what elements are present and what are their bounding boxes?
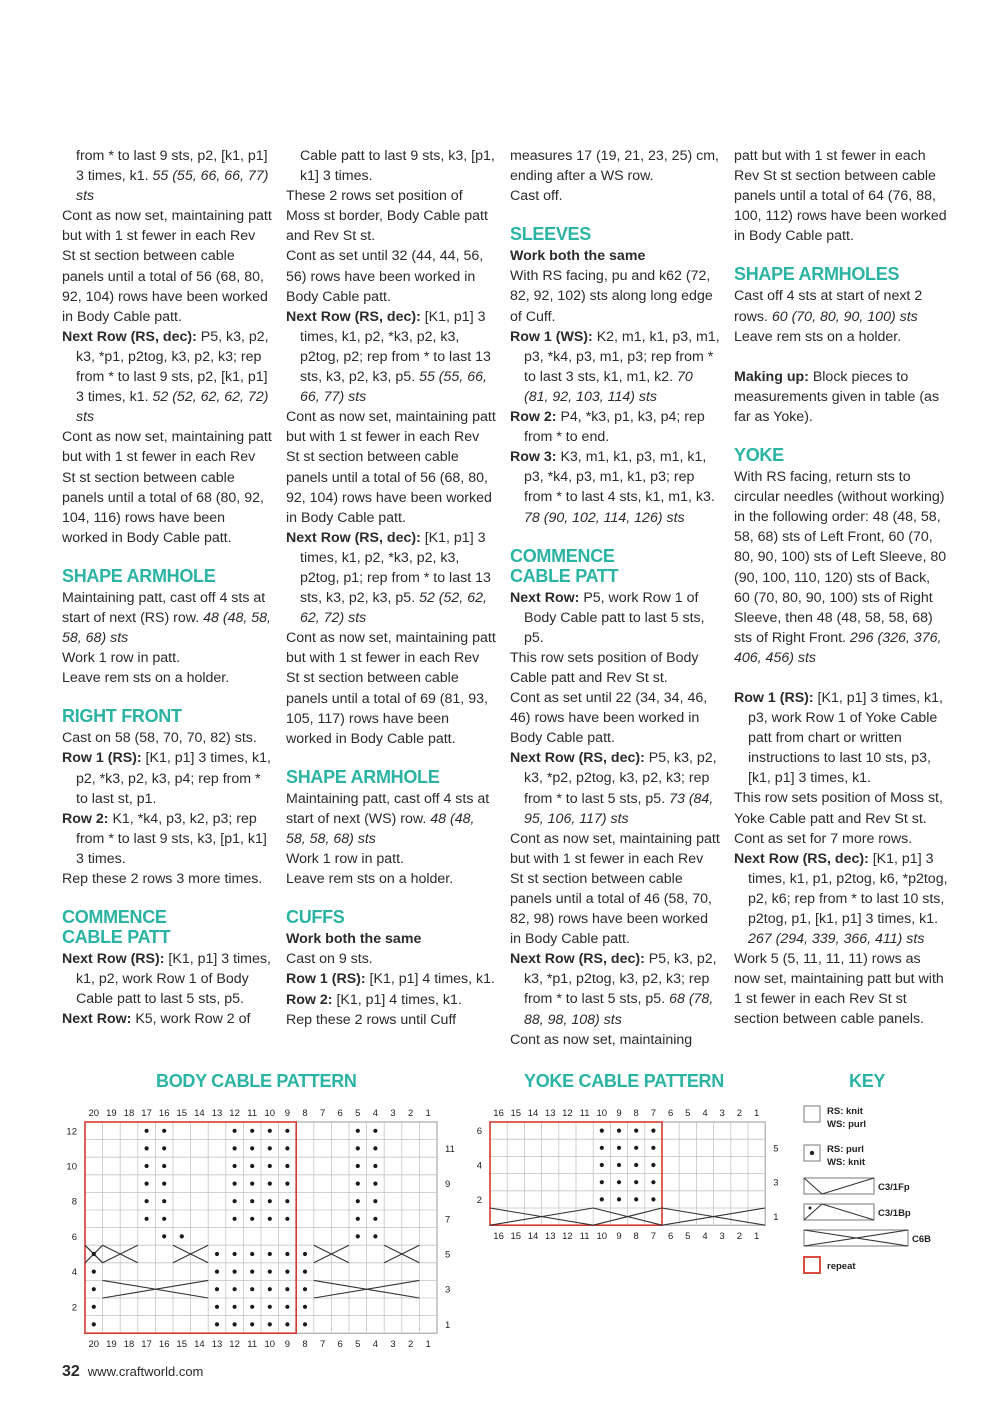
col-number: 16 bbox=[493, 1108, 504, 1119]
purl-dot bbox=[162, 1234, 166, 1238]
col-number: 13 bbox=[211, 1108, 223, 1119]
section-heading: CUFFS bbox=[286, 907, 345, 928]
purl-dot bbox=[215, 1322, 219, 1326]
paragraph: Maintaining patt, cast off 4 sts at start of next (WS) row. 48 (48, 58, 58, 68) sts bbox=[286, 790, 490, 847]
col-number: 18 bbox=[123, 1108, 135, 1119]
row-label: 2 bbox=[476, 1194, 482, 1206]
row-label: 1 bbox=[445, 1319, 451, 1331]
col-number: 17 bbox=[141, 1108, 152, 1119]
col-number: 2 bbox=[736, 1108, 743, 1119]
col-number: 3 bbox=[390, 1339, 396, 1350]
col-number: 15 bbox=[176, 1108, 188, 1119]
instruction-row: Next Row (RS): [K1, p1] 3 times, k1, p2, work Row 1 of Body Cable patt to last 5 sts, p5. bbox=[62, 951, 271, 1008]
purl-dot bbox=[215, 1270, 219, 1274]
purl-dot bbox=[634, 1146, 638, 1150]
purl-dot bbox=[92, 1305, 96, 1309]
paragraph: Rep these 2 rows 3 more times. bbox=[62, 871, 263, 887]
purl-dot bbox=[250, 1322, 254, 1326]
purl-dot bbox=[600, 1197, 604, 1201]
purl-dot bbox=[373, 1164, 377, 1168]
col-number: 20 bbox=[88, 1339, 100, 1350]
website-url: www.craftworld.com bbox=[87, 1364, 204, 1379]
paragraph: Cast on 9 sts. bbox=[286, 951, 373, 968]
purl-dot bbox=[600, 1163, 604, 1167]
purl-dot bbox=[356, 1234, 360, 1238]
purl-dot bbox=[268, 1182, 272, 1186]
purl-dot bbox=[634, 1163, 638, 1167]
col-number: 19 bbox=[106, 1339, 117, 1350]
key-purl-label: RS: purl WS: knit bbox=[827, 1144, 865, 1168]
row-label: 2 bbox=[71, 1302, 77, 1314]
paragraph: Making up: Block pieces to measurements given in table (as far as Yoke). bbox=[734, 368, 940, 425]
repeat-symbol bbox=[804, 1257, 820, 1273]
paragraph: With RS facing, return sts to circular needles (without working) in the following order: 48 (48, 58, 58, 68) sts of Left Front, 60 (70, 80, 90, 100) sts of Left Sleeve, 80 (90, 100, 110, 120) sts of Back, 60 (70, 80, 90, 100) sts of Right Sleeve, then 48 (48, 58, 58, 68) sts of Right Front. 296 (326, 376, 406, 456) sts bbox=[734, 469, 947, 666]
col-number: 18 bbox=[123, 1339, 135, 1350]
purl-dot bbox=[356, 1199, 360, 1203]
col-number: 5 bbox=[685, 1231, 691, 1243]
col-number: 9 bbox=[616, 1108, 622, 1119]
purl-dot bbox=[651, 1129, 655, 1133]
col-number: 3 bbox=[719, 1231, 725, 1243]
paragraph: Maintaining patt, cast off 4 sts at start of next (RS) row. 48 (48, 58, 58, 68) sts bbox=[62, 589, 271, 647]
col-number: 6 bbox=[667, 1231, 674, 1243]
purl-dot bbox=[233, 1217, 237, 1221]
purl-dot bbox=[617, 1163, 621, 1167]
row-label: 10 bbox=[66, 1161, 77, 1173]
purl-dot bbox=[233, 1287, 237, 1291]
col-number: 4 bbox=[702, 1231, 708, 1243]
col-number: 5 bbox=[355, 1108, 361, 1119]
purl-dot bbox=[634, 1180, 638, 1184]
purl-dot bbox=[285, 1252, 289, 1256]
row-label: 1 bbox=[773, 1212, 779, 1224]
purl-dot bbox=[634, 1129, 638, 1133]
col-number: 10 bbox=[596, 1108, 608, 1119]
col-number: 12 bbox=[229, 1339, 240, 1350]
instruction-row: Row 2: [K1, p1] 4 times, k1. bbox=[286, 991, 462, 1008]
paragraph: Rep these 2 rows until Cuff bbox=[286, 1011, 457, 1028]
col-number: 16 bbox=[158, 1108, 170, 1119]
col-number: 16 bbox=[493, 1231, 504, 1243]
purl-dot bbox=[617, 1129, 621, 1133]
purl-dot bbox=[250, 1287, 254, 1291]
subheading: Work both the same bbox=[286, 931, 422, 948]
instruction-row: Next Row (RS, dec): P5, k3, p2, k3, *p2, p2tog, k3, p2, k3; rep from * to last 5 sts, p5. 73 (84, 95, 106, 117) sts bbox=[510, 750, 717, 827]
col-number: 10 bbox=[264, 1108, 276, 1119]
purl-dot bbox=[233, 1164, 237, 1168]
purl-dot bbox=[162, 1182, 166, 1186]
col-number: 9 bbox=[616, 1231, 622, 1243]
col-number: 8 bbox=[633, 1231, 639, 1243]
section-heading: SLEEVES bbox=[510, 224, 591, 245]
c3-1bp-symbol bbox=[804, 1204, 874, 1220]
row-label: 11 bbox=[445, 1143, 455, 1155]
purl-dot bbox=[600, 1180, 604, 1184]
col-number: 15 bbox=[176, 1339, 188, 1350]
purl-dot bbox=[356, 1217, 360, 1221]
col-number: 19 bbox=[106, 1108, 117, 1119]
instruction-row: Next Row: P5, work Row 1 of Body Cable patt to last 5 sts, p5. bbox=[510, 589, 705, 646]
col-number: 13 bbox=[544, 1108, 556, 1119]
purl-dot bbox=[356, 1182, 360, 1186]
col-number: 14 bbox=[527, 1108, 539, 1119]
col-number: 14 bbox=[194, 1108, 205, 1119]
col-number: 11 bbox=[247, 1108, 258, 1119]
instruction-row: Row 1 (RS): [K1, p1] 3 times, k1, p3, work Row 1 of Yoke Cable patt from chart or written instructions to last 10 sts, p3, [k1, p1] 3 times, k1. bbox=[734, 689, 943, 787]
section-heading: SHAPE ARMHOLE bbox=[62, 565, 216, 586]
col-number: 12 bbox=[229, 1108, 240, 1119]
yoke-chart-title: YOKE CABLE PATTERN bbox=[524, 1071, 724, 1091]
purl-dot bbox=[162, 1164, 166, 1168]
purl-dot bbox=[162, 1129, 166, 1133]
col-number: 9 bbox=[284, 1108, 291, 1119]
paragraph: Work 1 row in patt. bbox=[62, 650, 181, 667]
purl-dot bbox=[180, 1234, 184, 1238]
purl-dot bbox=[373, 1234, 377, 1238]
paragraph: patt but with 1 st fewer in each Rev St st section between cable panels until a total of 64 (76, 88, 100, 112) rows have been worked in Body Cable patt. bbox=[734, 148, 947, 245]
purl-dot bbox=[600, 1146, 604, 1150]
purl-dot bbox=[651, 1197, 655, 1201]
col-number: 3 bbox=[390, 1108, 396, 1119]
purl-dot bbox=[233, 1182, 237, 1186]
instruction-row: Row 3: K3, m1, k1, p3, m1, k1, p3, *k4, p3, m1, k1, p3; rep from * to last 4 sts, k1, m1, k3. 78 (90, 102, 114, 126) sts bbox=[510, 449, 715, 526]
purl-dot bbox=[373, 1182, 377, 1186]
purl-dot bbox=[303, 1252, 307, 1256]
col-number: 10 bbox=[596, 1231, 608, 1243]
paragraph: Work 5 (5, 11, 11, 11) rows as now set, maintaining patt but with 1 st fewer in each Rev St st section between cable panels. bbox=[734, 951, 944, 1028]
body-cable-chart bbox=[60, 1098, 480, 1350]
text-column-4 bbox=[734, 146, 949, 1030]
purl-dot bbox=[145, 1182, 149, 1186]
instruction-row: Next Row (RS, dec): [K1, p1] 3 times, k1, p1, p2tog, k6, *p2tog, p2, k6; rep from * to last 10 sts, p2tog, p1, [k1, p1] 3 times, k1. 267 (294, 339, 366, 411) sts bbox=[734, 850, 948, 948]
col-number: 1 bbox=[753, 1231, 760, 1243]
col-number: 5 bbox=[355, 1339, 361, 1350]
section-heading: YOKE bbox=[734, 445, 784, 466]
section-heading: COMMENCE CABLE PATT bbox=[510, 545, 619, 586]
col-number: 11 bbox=[579, 1231, 590, 1243]
purl-dot bbox=[268, 1164, 272, 1168]
col-number: 15 bbox=[510, 1231, 522, 1243]
purl-dot bbox=[250, 1146, 254, 1150]
instruction-row: Next Row (RS, dec): P5, k3, p2, k3, *p1, p2tog, k3, p2, k3; rep from * to last 9 sts, p2, [k1, p1] 3 times, k1. 52 (52, 62, 62, 72) sts bbox=[62, 328, 269, 426]
purl-dot bbox=[617, 1146, 621, 1150]
paragraph: Cont as now set, maintaining patt but with 1 st fewer in each Rev St st section between cable panels until a total of 56 (68, 80, 92, 104) rows have been worked in Body Cable patt. bbox=[286, 409, 496, 526]
col-number: 8 bbox=[302, 1339, 308, 1350]
col-number: 6 bbox=[337, 1339, 343, 1350]
col-number: 16 bbox=[158, 1339, 170, 1350]
col-number: 6 bbox=[337, 1108, 343, 1119]
col-number: 10 bbox=[264, 1339, 276, 1350]
purl-dot bbox=[250, 1182, 254, 1186]
paragraph: Leave rem sts on a holder. bbox=[734, 328, 902, 345]
purl-dot bbox=[162, 1146, 166, 1150]
purl-dot bbox=[617, 1197, 621, 1201]
instruction-row: Next Row (RS, dec): [K1, p1] 3 times, k1, p2, *k3, p2, k3, p2tog, p1; rep from * to last 13 sts, k3, p2, k3, p5. 52 (52, 62, 62, 72) sts bbox=[286, 529, 491, 627]
subheading: Work both the same bbox=[510, 248, 646, 265]
purl-dot bbox=[268, 1129, 272, 1133]
purl-dot bbox=[268, 1252, 272, 1256]
col-number: 12 bbox=[562, 1231, 573, 1243]
section-heading: RIGHT FRONT bbox=[62, 706, 182, 727]
purl-dot bbox=[92, 1252, 96, 1256]
col-number: 6 bbox=[667, 1108, 674, 1119]
row-label: 9 bbox=[445, 1179, 451, 1191]
purl-dot bbox=[373, 1146, 377, 1150]
yoke-cable-chart bbox=[470, 1098, 800, 1248]
col-number: 1 bbox=[753, 1108, 760, 1119]
purl-dot bbox=[233, 1146, 237, 1150]
purl-dot bbox=[373, 1199, 377, 1203]
purl-dot bbox=[285, 1305, 289, 1309]
row-label: 5 bbox=[773, 1143, 779, 1155]
col-number: 3 bbox=[719, 1108, 725, 1119]
purl-dot bbox=[268, 1270, 272, 1274]
instruction-row: Row 2: K1, *k4, p3, k2, p3; rep from * to last 9 sts, k3, [p1, k1] 3 times. bbox=[62, 810, 267, 867]
purl-dot bbox=[250, 1305, 254, 1309]
purl-dot bbox=[285, 1287, 289, 1291]
purl-dot bbox=[651, 1180, 655, 1184]
row-label: 3 bbox=[773, 1177, 779, 1189]
c6b-symbol bbox=[804, 1230, 908, 1246]
col-number: 5 bbox=[685, 1108, 691, 1119]
purl-dot bbox=[92, 1270, 96, 1274]
knit-symbol bbox=[804, 1106, 820, 1122]
purl-dot bbox=[303, 1270, 307, 1274]
row-label: 5 bbox=[445, 1249, 451, 1261]
purl-dot bbox=[250, 1199, 254, 1203]
purl-dot bbox=[233, 1199, 237, 1203]
purl-dot bbox=[617, 1180, 621, 1184]
row-label: 8 bbox=[71, 1196, 77, 1208]
purl-dot bbox=[285, 1322, 289, 1326]
purl-dot bbox=[268, 1287, 272, 1291]
row-label: 4 bbox=[476, 1160, 482, 1172]
purl-dot bbox=[145, 1129, 149, 1133]
col-number: 13 bbox=[544, 1231, 556, 1243]
purl-dot bbox=[145, 1217, 149, 1221]
col-number: 20 bbox=[88, 1108, 100, 1119]
paragraph: Work 1 row in patt. bbox=[286, 851, 405, 868]
purl-dot bbox=[250, 1164, 254, 1168]
col-number: 7 bbox=[650, 1231, 657, 1243]
purl-dot bbox=[268, 1199, 272, 1203]
purl-dot bbox=[268, 1146, 272, 1150]
section-heading: COMMENCE CABLE PATT bbox=[62, 907, 171, 948]
purl-dot bbox=[92, 1287, 96, 1291]
key-c6b-label: C6B bbox=[912, 1234, 932, 1245]
col-number: 7 bbox=[319, 1108, 326, 1119]
key-repeat-label: repeat bbox=[827, 1261, 856, 1272]
purl-dot bbox=[651, 1146, 655, 1150]
text-column-1 bbox=[62, 146, 272, 1029]
purl-dot bbox=[215, 1305, 219, 1309]
paragraph: Cont as now set, maintaining patt but with 1 st fewer in each Rev St st section between cable panels until a total of 56 (68, 80, 92, 104) rows have been worked in Body Cable patt. bbox=[62, 208, 272, 325]
paragraph: Cont as set for 7 more rows. bbox=[734, 830, 913, 847]
col-number: 8 bbox=[302, 1108, 308, 1119]
col-number: 4 bbox=[372, 1339, 379, 1350]
paragraph: from * to last 9 sts, p2, [k1, p1] 3 times, k1. 55 (55, 66, 66, 77) sts bbox=[76, 148, 269, 205]
paragraph: This row sets position of Body Cable patt and Rev St st. bbox=[510, 649, 699, 686]
purl-dot bbox=[268, 1305, 272, 1309]
col-number: 1 bbox=[425, 1108, 431, 1119]
purl-dot bbox=[145, 1146, 149, 1150]
purl-dot-icon bbox=[810, 1151, 814, 1155]
purl-dot bbox=[233, 1322, 237, 1326]
purl-dot bbox=[233, 1252, 237, 1256]
page-footer bbox=[62, 1363, 203, 1381]
section-heading: SHAPE ARMHOLES bbox=[734, 264, 900, 285]
paragraph: Cast off. bbox=[510, 188, 563, 205]
row-label: 7 bbox=[445, 1214, 451, 1226]
row-label: 3 bbox=[445, 1284, 451, 1296]
paragraph: Cast off 4 sts at start of next 2 rows. 60 (70, 80, 90, 100) sts bbox=[734, 288, 923, 325]
row-label: 6 bbox=[476, 1126, 482, 1138]
purl-dot bbox=[233, 1129, 237, 1133]
purl-dot bbox=[92, 1322, 96, 1326]
purl-dot bbox=[233, 1305, 237, 1309]
paragraph: Cable patt to last 9 sts, k3, [p1, k1] 3 times. bbox=[300, 148, 495, 185]
purl-dot bbox=[651, 1163, 655, 1167]
row-label: 4 bbox=[71, 1267, 77, 1279]
body-chart-title: BODY CABLE PATTERN bbox=[156, 1071, 357, 1091]
purl-dot bbox=[285, 1270, 289, 1274]
col-number: 12 bbox=[562, 1108, 573, 1119]
col-number: 2 bbox=[407, 1339, 414, 1350]
col-number: 14 bbox=[194, 1339, 205, 1350]
col-number: 13 bbox=[211, 1339, 223, 1350]
col-number: 1 bbox=[425, 1339, 431, 1350]
purl-dot bbox=[373, 1217, 377, 1221]
purl-dot bbox=[303, 1287, 307, 1291]
paragraph: Cont as now set, maintaining patt but with 1 st fewer in each Rev St st section between cable panels until a total of 69 (81, 93, 105, 117) rows have been worked in Body Cable patt. bbox=[286, 630, 496, 747]
purl-dot bbox=[356, 1146, 360, 1150]
instruction-row: Next Row (RS, dec): P5, k3, p2, k3, *p1, p2tog, k3, p2, k3; rep from * to last 5 sts, p5. 68 (78, 88, 98, 108) sts bbox=[510, 951, 717, 1028]
purl-dot bbox=[373, 1129, 377, 1133]
purl-dot bbox=[268, 1217, 272, 1221]
col-number: 17 bbox=[141, 1339, 152, 1350]
instruction-row: Row 2: P4, *k3, p1, k3, p4; rep from * to end. bbox=[510, 409, 705, 446]
purl-dot bbox=[145, 1164, 149, 1168]
key-c3-1fp-label: C3/1Fp bbox=[878, 1182, 910, 1193]
section-heading: SHAPE ARMHOLE bbox=[286, 766, 440, 787]
col-number: 4 bbox=[372, 1108, 379, 1119]
instruction-row: Row 1 (RS): [K1, p1] 4 times, k1. bbox=[286, 971, 495, 988]
purl-dot bbox=[215, 1252, 219, 1256]
purl-dot bbox=[634, 1197, 638, 1201]
instruction-row: Row 1 (RS): [K1, p1] 3 times, k1, p2, *k3, p2, k3, p4; rep from * to last st, p1. bbox=[62, 750, 271, 807]
key-title: KEY bbox=[849, 1071, 886, 1091]
purl-dot bbox=[250, 1270, 254, 1274]
paragraph: These 2 rows set position of Moss st border, Body Cable patt and Rev St st. bbox=[286, 188, 488, 245]
purl-dot bbox=[356, 1164, 360, 1168]
purl-dot bbox=[285, 1182, 289, 1186]
instruction-row: Next Row: K5, work Row 2 of bbox=[62, 1011, 251, 1028]
row-label: 6 bbox=[71, 1231, 77, 1243]
purl-dot bbox=[285, 1217, 289, 1221]
text-column-3 bbox=[510, 146, 720, 1050]
purl-dot bbox=[250, 1252, 254, 1256]
instruction-row: Next Row (RS, dec): [K1, p1] 3 times, k1, p2, *k3, p2, k3, p2tog, p2; rep from * to last 13 sts, k3, p2, k3, p5. 55 (55, 66, 66, 77) sts bbox=[286, 308, 491, 406]
paragraph: measures 17 (19, 21, 23, 25) cm, ending after a WS row. bbox=[510, 148, 719, 185]
paragraph: With RS facing, pu and k62 (72, 82, 92, 102) sts along long edge of Cuff. bbox=[510, 268, 713, 325]
instruction-row: Row 1 (WS): K2, m1, k1, p3, m1, p3, *k4, p3, m1, p3; rep from * to last 3 sts, k1, m1, k2. 70 (81, 92, 103, 114) sts bbox=[510, 328, 720, 405]
purl-dot bbox=[250, 1217, 254, 1221]
purl-dot bbox=[233, 1270, 237, 1274]
paragraph: Cont as now set, maintaining bbox=[510, 1031, 693, 1048]
paragraph: Cont as set until 32 (44, 44, 56, 56) rows have been worked in Body Cable patt. bbox=[286, 248, 484, 305]
col-number: 11 bbox=[579, 1108, 590, 1119]
col-number: 2 bbox=[407, 1108, 414, 1119]
c3-1fp-symbol bbox=[804, 1178, 874, 1194]
purl-dot bbox=[250, 1129, 254, 1133]
row-label: 12 bbox=[66, 1126, 77, 1138]
purl-dot bbox=[162, 1199, 166, 1203]
paragraph: This row sets position of Moss st, Yoke Cable patt and Rev St st. bbox=[734, 790, 943, 827]
paragraph: Leave rem sts on a holder. bbox=[62, 670, 230, 687]
purl-dot bbox=[145, 1199, 149, 1203]
purl-dot bbox=[303, 1322, 307, 1326]
paragraph: Cont as now set, maintaining patt but with 1 st fewer in each Rev St st section between cable panels until a total of 68 (80, 92, 104, 116) rows have been worked in Body Cable patt. bbox=[62, 429, 272, 546]
col-number: 15 bbox=[510, 1108, 522, 1119]
purl-dot bbox=[162, 1217, 166, 1221]
paragraph: Cont as set until 22 (34, 34, 46, 46) rows have been worked in Body Cable patt. bbox=[510, 690, 708, 747]
key-c3-1bp-label: C3/1Bp bbox=[878, 1208, 911, 1219]
col-number: 11 bbox=[247, 1339, 258, 1350]
paragraph: Cont as now set, maintaining patt but with 1 st fewer in each Rev St st section between cable panels until a total of 46 (58, 70, 82, 98) rows have been worked in Body Cable patt. bbox=[510, 830, 720, 948]
purl-dot bbox=[356, 1129, 360, 1133]
page-number: 32 bbox=[62, 1363, 80, 1380]
text-column-2 bbox=[286, 146, 496, 1030]
col-number: 14 bbox=[527, 1231, 539, 1243]
purl-dot bbox=[285, 1199, 289, 1203]
purl-dot bbox=[285, 1146, 289, 1150]
col-number: 2 bbox=[736, 1231, 743, 1243]
purl-dot bbox=[285, 1129, 289, 1133]
paragraph: Leave rem sts on a holder. bbox=[286, 871, 454, 888]
paragraph: Cast on 58 (58, 70, 70, 82) sts. bbox=[62, 730, 257, 747]
col-number: 7 bbox=[319, 1339, 326, 1350]
col-number: 9 bbox=[284, 1339, 291, 1350]
key-knit-label: RS: knit WS: purl bbox=[827, 1106, 867, 1130]
purl-dot bbox=[285, 1164, 289, 1168]
purl-dot bbox=[600, 1129, 604, 1133]
col-number: 8 bbox=[633, 1108, 639, 1119]
purl-dot bbox=[215, 1287, 219, 1291]
purl-dot bbox=[268, 1322, 272, 1326]
col-number: 4 bbox=[702, 1108, 708, 1119]
col-number: 7 bbox=[650, 1108, 657, 1119]
purl-dot bbox=[303, 1305, 307, 1309]
